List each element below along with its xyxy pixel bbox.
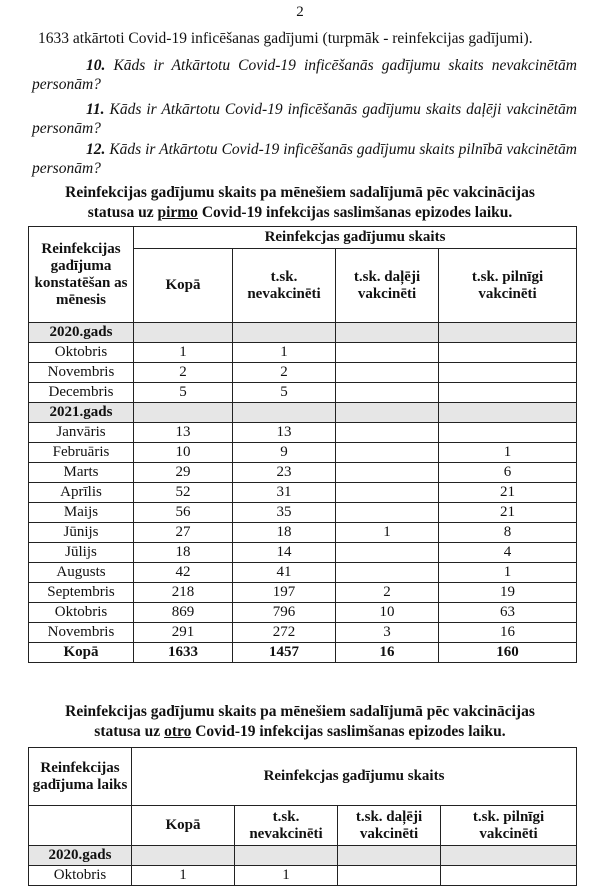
value-cell: 2 [233, 363, 336, 383]
question-11 [32, 100, 577, 138]
question-number: 12. [86, 141, 106, 158]
value-cell: 63 [439, 603, 577, 623]
value-cell: 291 [134, 623, 233, 643]
value-cell [336, 343, 439, 363]
caption-underlined: otro [164, 723, 192, 740]
question-text: Kāds ir Atkārtotu Covid-19 inficēšanās gadījumu skaits nevakcinētām personām? [32, 57, 578, 93]
table-row [29, 463, 577, 483]
value-cell: 796 [233, 603, 336, 623]
value-cell [336, 363, 439, 383]
table-row [29, 543, 577, 563]
value-cell: 42 [134, 563, 233, 583]
value-cell [235, 846, 338, 866]
table-first-episode [28, 226, 577, 663]
value-cell: 1 [336, 523, 439, 543]
month-cell: Aprīlis [29, 483, 134, 503]
value-cell [336, 503, 439, 523]
row-header: Reinfekcijas gadījuma konstatēšan as mēnesis [29, 227, 134, 323]
table1-caption [0, 183, 600, 223]
value-cell [336, 403, 439, 423]
value-cell: 18 [134, 543, 233, 563]
value-cell [441, 846, 577, 866]
value-cell: 218 [134, 583, 233, 603]
row-header: Reinfekcijas gadījuma laiks [29, 748, 132, 806]
value-cell: 52 [134, 483, 233, 503]
value-cell [134, 323, 233, 343]
value-cell [336, 483, 439, 503]
value-cell [336, 423, 439, 443]
value-cell: 18 [233, 523, 336, 543]
table-row [29, 443, 577, 463]
value-cell: 4 [439, 543, 577, 563]
value-cell: 1 [233, 343, 336, 363]
month-cell: Oktobris [29, 343, 134, 363]
value-cell: 197 [233, 583, 336, 603]
table-row [29, 623, 577, 643]
month-cell: Marts [29, 463, 134, 483]
value-cell: 27 [134, 523, 233, 543]
table-row [29, 503, 577, 523]
month-cell: Jūlijs [29, 543, 134, 563]
caption-part: statusa uz [87, 204, 158, 221]
value-cell: 9 [233, 443, 336, 463]
question-text: Kāds ir Atkārtotu Covid-19 inficēšanās gadījumu skaits daļēji vakcinētām personām? [32, 101, 577, 137]
value-cell: 21 [439, 483, 577, 503]
caption-underlined: pirmo [157, 204, 198, 221]
value-cell: 272 [233, 623, 336, 643]
table-row [29, 483, 577, 503]
month-cell: Novembris [29, 623, 134, 643]
value-cell: 13 [134, 423, 233, 443]
table-row [29, 523, 577, 543]
month-cell: 2021.gads [29, 403, 134, 423]
value-cell: 29 [134, 463, 233, 483]
month-cell: Augusts [29, 563, 134, 583]
value-cell: 10 [336, 603, 439, 623]
value-cell: 13 [233, 423, 336, 443]
year-row [29, 403, 577, 423]
value-cell [338, 866, 441, 886]
question-10 [32, 56, 577, 94]
value-cell [441, 866, 577, 886]
total-row [29, 643, 577, 663]
table2-caption [0, 702, 600, 742]
caption-part: Covid-19 infekcijas saslimšanas epizodes laiku. [197, 204, 513, 221]
month-cell: 2020.gads [29, 323, 134, 343]
column-header: t.sk. daļēji vakcinēti [338, 806, 441, 846]
value-cell: 31 [233, 483, 336, 503]
value-cell: 8 [439, 523, 577, 543]
table-row [29, 866, 577, 886]
table-second-episode [28, 747, 577, 886]
year-row [29, 846, 577, 866]
value-cell: 1 [134, 343, 233, 363]
value-cell [132, 846, 235, 866]
value-cell: 16 [439, 623, 577, 643]
value-cell [439, 383, 577, 403]
value-cell: 1 [439, 563, 577, 583]
month-cell: Maijs [29, 503, 134, 523]
value-cell: 16 [336, 643, 439, 663]
value-cell: 1 [235, 866, 338, 886]
value-cell [338, 846, 441, 866]
value-cell [336, 563, 439, 583]
table-row [29, 423, 577, 443]
month-cell: Februāris [29, 443, 134, 463]
year-row [29, 323, 577, 343]
group-header: Reinfekcjas gadījumu skaits [134, 227, 577, 249]
table-row [29, 383, 577, 403]
value-cell: 160 [439, 643, 577, 663]
month-cell: Jūnijs [29, 523, 134, 543]
month-cell: Kopā [29, 643, 134, 663]
column-header: t.sk. nevakcinēti [235, 806, 338, 846]
table-row [29, 563, 577, 583]
month-cell: Decembris [29, 383, 134, 403]
month-cell: Oktobris [29, 603, 134, 623]
month-cell: Janvāris [29, 423, 134, 443]
group-header: Reinfekcjas gadījumu skaits [132, 748, 577, 806]
value-cell [439, 323, 577, 343]
value-cell: 5 [233, 383, 336, 403]
table-row [29, 603, 577, 623]
caption-line [0, 722, 600, 742]
column-header: Kopā [134, 249, 233, 323]
caption-line: Reinfekcijas gadījumu skaits pa mēnešiem sadalījumā pēc vakcinācijas [65, 703, 535, 720]
value-cell: 869 [134, 603, 233, 623]
value-cell: 1 [439, 443, 577, 463]
value-cell: 2 [336, 583, 439, 603]
value-cell: 2 [134, 363, 233, 383]
value-cell [233, 403, 336, 423]
value-cell: 1633 [134, 643, 233, 663]
intro-text: 1633 atkārtoti Covid-19 inficēšanas gadījumi (turpmāk - reinfekcijas gadījumi). [38, 30, 533, 47]
value-cell: 1457 [233, 643, 336, 663]
caption-part: Covid-19 infekcijas saslimšanas epizodes laiku. [191, 723, 506, 740]
empty-header [29, 806, 132, 846]
table-row [29, 343, 577, 363]
value-cell [336, 443, 439, 463]
value-cell [233, 323, 336, 343]
value-cell: 23 [233, 463, 336, 483]
table-row [29, 583, 577, 603]
value-cell [336, 463, 439, 483]
value-cell [439, 403, 577, 423]
caption-line [0, 203, 600, 223]
value-cell: 1 [132, 866, 235, 886]
column-header: t.sk. pilnīgi vakcinēti [441, 806, 577, 846]
page-number: 2 [296, 4, 304, 20]
question-12 [32, 140, 577, 178]
column-header: t.sk. daļēji vakcinēti [336, 249, 439, 323]
table-row [29, 363, 577, 383]
column-header: t.sk. pilnīgi vakcinēti [439, 249, 577, 323]
question-number: 11. [86, 101, 105, 118]
value-cell [336, 383, 439, 403]
value-cell [439, 423, 577, 443]
value-cell: 6 [439, 463, 577, 483]
value-cell: 35 [233, 503, 336, 523]
column-header: Kopā [132, 806, 235, 846]
value-cell [134, 403, 233, 423]
value-cell [336, 543, 439, 563]
value-cell: 19 [439, 583, 577, 603]
value-cell [439, 363, 577, 383]
month-cell: Novembris [29, 363, 134, 383]
question-text: Kāds ir Atkārtotu Covid-19 inficēšanās gadījumu skaits pilnībā vakcinētām personām? [32, 141, 578, 177]
value-cell: 21 [439, 503, 577, 523]
value-cell: 3 [336, 623, 439, 643]
value-cell: 5 [134, 383, 233, 403]
value-cell: 41 [233, 563, 336, 583]
month-cell: 2020.gads [29, 846, 132, 866]
month-cell: Septembris [29, 583, 134, 603]
caption-part: statusa uz [94, 723, 165, 740]
value-cell: 14 [233, 543, 336, 563]
value-cell [439, 343, 577, 363]
column-header: t.sk. nevakcinēti [233, 249, 336, 323]
value-cell [336, 323, 439, 343]
month-cell: Oktobris [29, 866, 132, 886]
question-number: 10. [86, 57, 106, 74]
value-cell: 10 [134, 443, 233, 463]
value-cell: 56 [134, 503, 233, 523]
caption-line: Reinfekcijas gadījumu skaits pa mēnešiem sadalījumā pēc vakcinācijas [65, 184, 535, 201]
